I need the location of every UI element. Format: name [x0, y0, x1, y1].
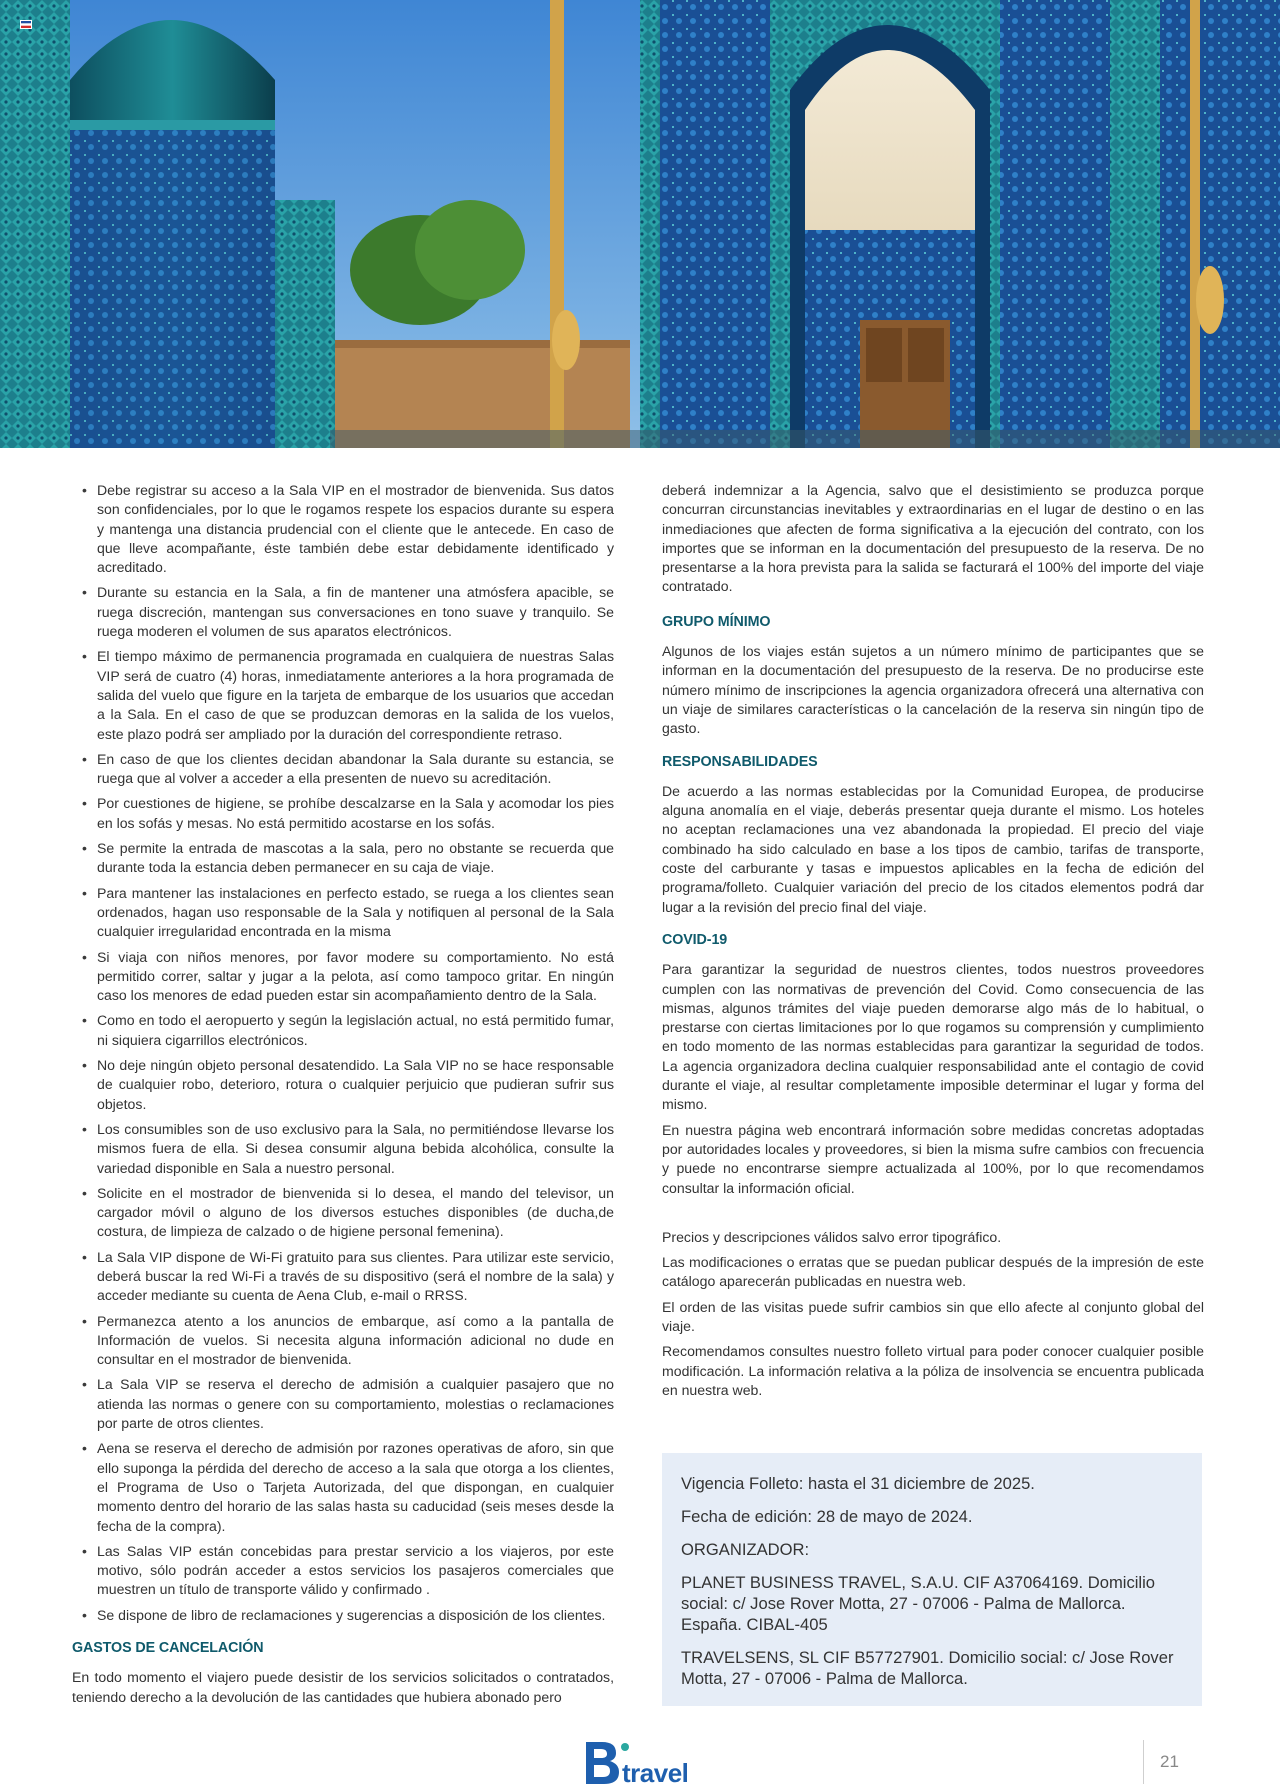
list-item: • Se dispone de libro de reclamaciones y sugerencias a disposición de los clientes. [72, 1606, 614, 1625]
flag-icon [20, 20, 32, 29]
list-item: • Si viaja con niños menores, por favor modere su comportamiento. No está permitido correr, saltar y jugar a la pelota, así como tampoco gritar. En ningún caso los menores de edad pueden estar sin acompañamiento dentro de la Sala. [72, 948, 614, 1006]
list-item: • Debe registrar su acceso a la Sala VIP en el mostrador de bienvenida. Sus datos son confidenciales, por lo que le rogamos respete los espacios durante su espera y mantenga una distancia prudencial con el cliente que le antecede. En caso de que lleve acompañante, éste también debe estar debidamente identificado y acreditado. [72, 481, 614, 577]
grupo-minimo-text: Algunos de los viajes están sujetos a un número mínimo de participantes que se informan en la documentación del presupuesto de la reserva. De no producirse este número mínimo de inscripciones la agencia organizadora ofrecerá una alternativa con un viaje de similares características o la cancelación de la reserva sin ningún tipo de gasto. [662, 643, 1204, 737]
btravel-logo [582, 1738, 702, 1786]
organizer-planet: PLANET BUSINESS TRAVEL, S.A.U. CIF A37064169. Domicilio social: c/ Jose Rover Motta, 27 - 07006 - Palma de Mallorca. España. CIBAL-405 [681, 1573, 1156, 1634]
logo-text: travel [622, 1758, 689, 1788]
note-item: Precios y descripciones válidos salvo error tipográfico. [662, 1228, 1002, 1245]
cancelacion-text: En todo momento el viajero puede desistir de los servicios solicitados o contratados, teniendo derecho a la devolución de las cantidades que hubiera abonado pero [72, 1669, 614, 1705]
list-item: • Permanezca atento a los anuncios de embarque, así como a la pantalla de Información de vuelos. Si necesita alguna información adicional no dude en consultar en el mostrador de bienvenida. [72, 1312, 614, 1370]
list-item: • Los consumibles son de uso exclusivo para la Sala, no permitiéndose llevarse los mismos fuera de ella. Si desea consumir alguna bebida alcohólica, consulte la variedad disponible en Sala a nuestro personal. [72, 1120, 614, 1178]
validity-text: Vigencia Folleto: hasta el 31 diciembre de 2025. [681, 1474, 1035, 1493]
page-number: 21 [1160, 1752, 1179, 1771]
list-item: • Se permite la entrada de mascotas a la sala, pero no obstante se recuerda que durante toda la estancia deben permanecer en su caja de viaje. [72, 839, 614, 878]
hero-illustration [0, 0, 1280, 448]
note-item: El orden de las visitas puede sufrir cambios sin que ello afecte al conjunto global del viaje. [662, 1298, 1204, 1334]
catalog-notes [662, 1228, 1204, 1400]
list-item: • Por cuestiones de higiene, se prohíbe descalzarse en la Sala y acomodar los pies en los sofás y mesas. No está permitido acostarse en los sofás. [72, 794, 614, 833]
list-item: • Aena se reserva el derecho de admisión por razones operativas de aforo, sin que ello suponga la pérdida del derecho de acceso a la sala que otorga a los clientes, el Programa de Uso o Tarjeta Autorizada, del que dispongan, en cualquier momento dentro del horario de las salas hasta su caducidad (seis meses desde la fecha de la compra). [72, 1439, 614, 1535]
list-item: • Para mantener las instalaciones en perfecto estado, se ruega a los clientes sean ordenados, hagan uso responsable de la Sala y notifiquen al personal de la Sala cualquier irregularidad encontrada en la misma [72, 884, 614, 942]
responsabilidades-text: De acuerdo a las normas establecidas por la Comunidad Europea, de producirse alguna anomalía en el viaje, deberás presentar queja durante el mismo. Los hoteles no aceptan reclamaciones una vez abandonada la propiedad. El precio del viaje combinado ha sido calculado en base a los tipos de cambio, tarifas de transporte, coste del carburante y tasas e impuestos aplicables en la fecha de edición del programa/folleto. Cualquier variación del precio de los citados elementos podrá dar lugar a la revisión del precio final del viaje. [662, 782, 1204, 915]
covid-text: En nuestra página web encontrará información sobre medidas concretas adoptadas por autoridades locales y proveedores, si bien la misma sufre cambios con frecuencia y puede no encontrarse siempre actualizada al 100%, por lo que recomendamos consultar la información oficial. [662, 1121, 1204, 1196]
list-item: • La Sala VIP dispone de Wi-Fi gratuito para sus clientes. Para utilizar este servicio, deberá buscar la red Wi-Fi a través de su dispositivo (será el nombre de la sala) y acceder mediante su cuenta de Aena Club, e-mail o RRSS. [72, 1248, 614, 1306]
list-item: • Como en todo el aeropuerto y según la legislación actual, no está permitido fumar, ni siquiera cigarrillos electrónicos. [72, 1011, 614, 1050]
list-item: • La Sala VIP se reserva el derecho de admisión a cualquier pasajero que no atienda las normas o genere con su comportamiento, molestias o reclamaciones por parte de otros clientes. [72, 1375, 614, 1433]
section-heading-covid: COVID-19 [662, 931, 728, 948]
page-number-divider [1143, 1740, 1144, 1784]
right-column [662, 481, 1204, 1406]
brochure-info-box [662, 1453, 1202, 1706]
left-column [72, 481, 614, 1713]
list-item: • Solicite en el mostrador de bienvenida si lo desea, el mando del televisor, un cargador móvil o alguno de los diversos estuches disponibles (de ducha,de costura, de limpieza de calzado o de higiene personal femenina). [72, 1184, 614, 1242]
note-item: Recomendamos consultes nuestro folleto virtual para poder conocer cualquier posible modificación. La información relativa a la póliza de insolvencia se encuentra publicada en nuestra web. [662, 1343, 1204, 1398]
cancelacion-text-continued: deberá indemnizar a la Agencia, salvo que el desistimiento se produzca porque concurran circunstancias inevitables y extraordinarias en el lugar de destino o en las inmediaciones que afecten de forma significativa a la ejecución del contrato, con los importes que se informan en la documentación del presupuesto de la reserva. De no presentarse a la hora prevista para la salida se facturará el 100% del importe del viaje contratado. [662, 482, 1204, 595]
covid-text: Para garantizar la seguridad de nuestros clientes, todos nuestros proveedores cumplen con las normativas de prevención del Covid. Como consecuencia de las mismas, algunos trámites del viaje pueden demorarse algo más de lo habitual, o prestarse con ciertas limitaciones por lo que rogamos su comprensión y cumplimiento en todo momento de las normas establecidas para garantizar la seguridad de todos. La agencia organizadora declina cualquier responsabilidad ante el contagio de covid durante el viaje, al resultar completamente imposible determinar el lugar y forma del mismo. [662, 961, 1204, 1113]
note-item: Las modificaciones o erratas que se puedan publicar después de la impresión de este catálogo aparecerán publicadas en nuestra web. [662, 1254, 1204, 1290]
hero-photo [0, 0, 1280, 448]
section-heading-responsabilidades: RESPONSABILIDADES [662, 753, 818, 770]
list-item: • No deje ningún objeto personal desatendido. La Sala VIP no se hace responsable de cualquier robo, deterioro, rotura o cualquier perjuicio que pudieran sufrir sus objetos. [72, 1056, 614, 1114]
edition-date-text: Fecha de edición: 28 de mayo de 2024. [681, 1507, 973, 1526]
section-heading-cancelacion: GASTOS DE CANCELACIÓN [72, 1640, 264, 1657]
organizer-travelsens: TRAVELSENS, SL CIF B57727901. Domicilio social: c/ Jose Rover Motta, 27 - 07006 - Palma de Mallorca. [681, 1648, 1174, 1688]
vip-rules-list [72, 481, 614, 1625]
list-item: • El tiempo máximo de permanencia programada en cualquiera de nuestras Salas VIP será de cuatro (4) horas, inmediatamente anteriores a la hora programada de salida del vuelo que figure en la tarjeta de embarque de los usuarios que accedan a la Sala. En el caso de que se produzcan demoras en la salida de los vuelos, este plazo podrá ser ampliado por la duración del correspondiente retraso. [72, 647, 614, 743]
list-item: • Durante su estancia en la Sala, a fin de mantener una atmósfera apacible, se ruega discreción, mantengan sus conversaciones en tono suave y tranquilo. Se ruega moderen el volumen de sus aparatos electrónicos. [72, 583, 614, 641]
organizer-label: ORGANIZADOR: [681, 1540, 810, 1559]
section-heading-grupo-minimo: GRUPO MÍNIMO [662, 613, 771, 630]
list-item: • En caso de que los clientes decidan abandonar la Sala durante su estancia, se ruega que al volver a acceder a ella presenten de nuevo su acreditación. [72, 750, 614, 789]
list-item: • Las Salas VIP están concebidas para prestar servicio a los viajeros, por este motivo, sólo podrán acceder a estos servicios los pasajeros comerciales que muestren un título de transporte válido y confirmado . [72, 1542, 614, 1600]
